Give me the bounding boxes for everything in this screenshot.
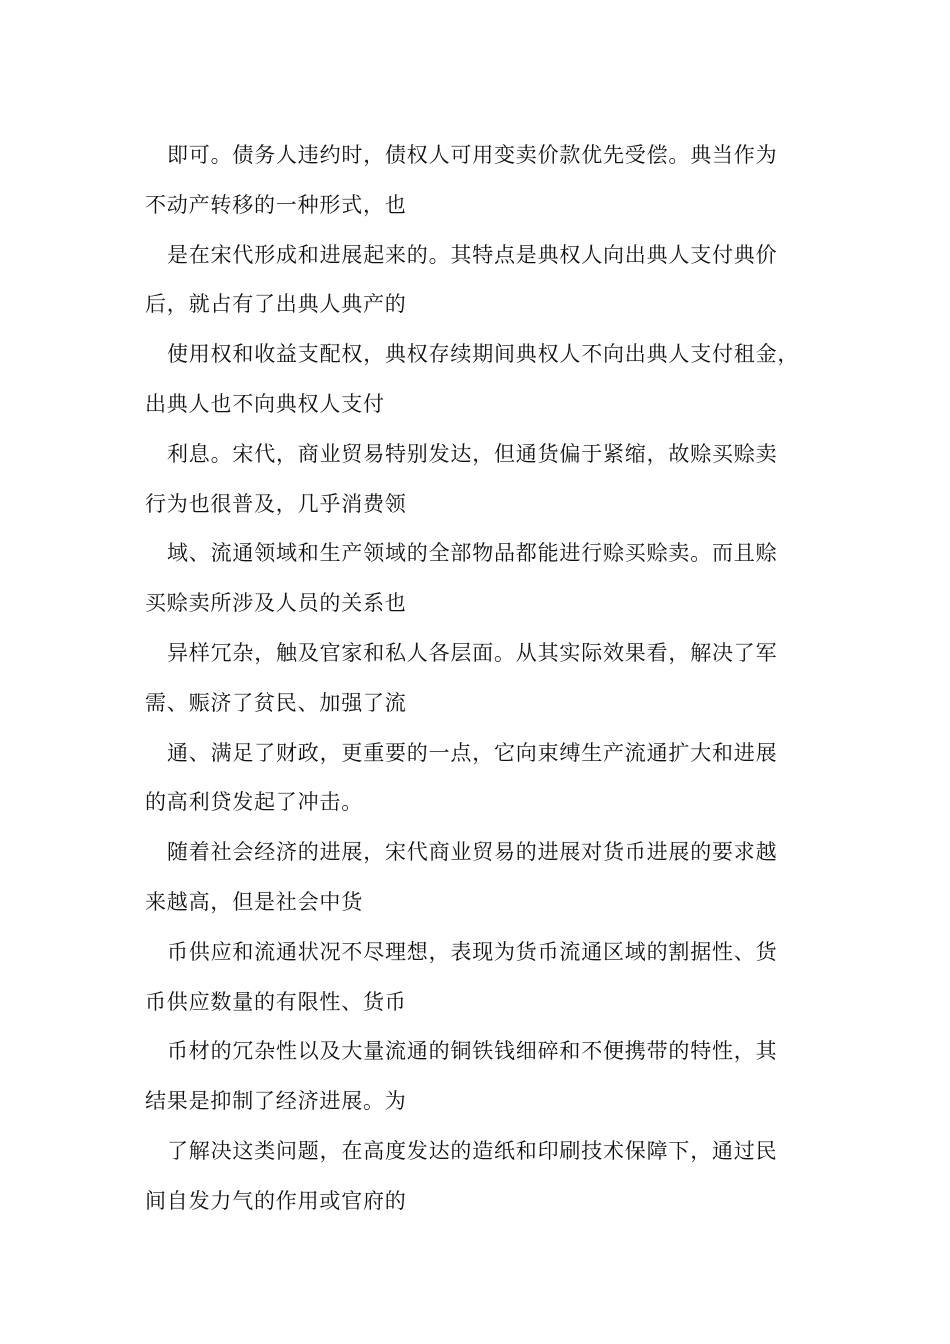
- text-line: 后，就占有了出典人典产的: [145, 292, 407, 317]
- text-line: 间自发力气的作用或官府的: [145, 1188, 407, 1213]
- text-line: 即可。债务人违约时，债权人可用变卖价款优先受偿。典当作为: [167, 143, 778, 167]
- text-line: 的高利贷发起了冲击。: [145, 790, 363, 815]
- text-line: 币供应数量的有限性、货币: [145, 989, 407, 1014]
- text-line: 需、赈济了贫民、加强了流: [145, 690, 407, 715]
- text-line: 是在宋代形成和进展起来的。其特点是典权人向出典人支付典价: [167, 242, 778, 267]
- text-line: 买赊卖所涉及人员的关系也: [145, 591, 407, 616]
- text-line: 异样冗杂，触及官家和私人各层面。从其实际效果看，解决了军: [167, 640, 778, 665]
- text-line: 币材的冗杂性以及大量流通的铜铁钱细碎和不便携带的特性，其: [167, 1039, 778, 1064]
- text-line: 通、满足了财政，更重要的一点，它向束缚生产流通扩大和进展: [167, 740, 778, 765]
- text-line: 使用权和收益支配权，典权存续期间典权人不向出典人支付租金，: [167, 342, 800, 367]
- text-line: 了解决这类问题，在高度发达的造纸和印刷技术保障下，通过民: [167, 1138, 778, 1163]
- text-line: 出典人也不向典权人支付: [145, 391, 385, 416]
- text-line: 币供应和流通状况不尽理想，表现为货币流通区域的割据性、货: [167, 939, 778, 964]
- text-line: 利息。宋代，商业贸易特别发达，但通货偏于紧缩，故赊买赊卖: [167, 441, 778, 466]
- text-line: 结果是抑制了经济进展。为: [145, 1089, 407, 1114]
- text-body: [145, 131, 825, 1227]
- text-line: 行为也很普及，几乎消费领: [145, 491, 407, 516]
- text-line: 随着社会经济的进展，宋代商业贸易的进展对货币进展的要求越: [167, 840, 778, 865]
- text-line: 来越高，但是社会中货: [145, 889, 363, 914]
- text-line: 不动产转移的一种形式，也: [145, 192, 407, 217]
- text-line: 域、流通领域和生产领域的全部物品都能进行赊买赊卖。而且赊: [167, 541, 778, 566]
